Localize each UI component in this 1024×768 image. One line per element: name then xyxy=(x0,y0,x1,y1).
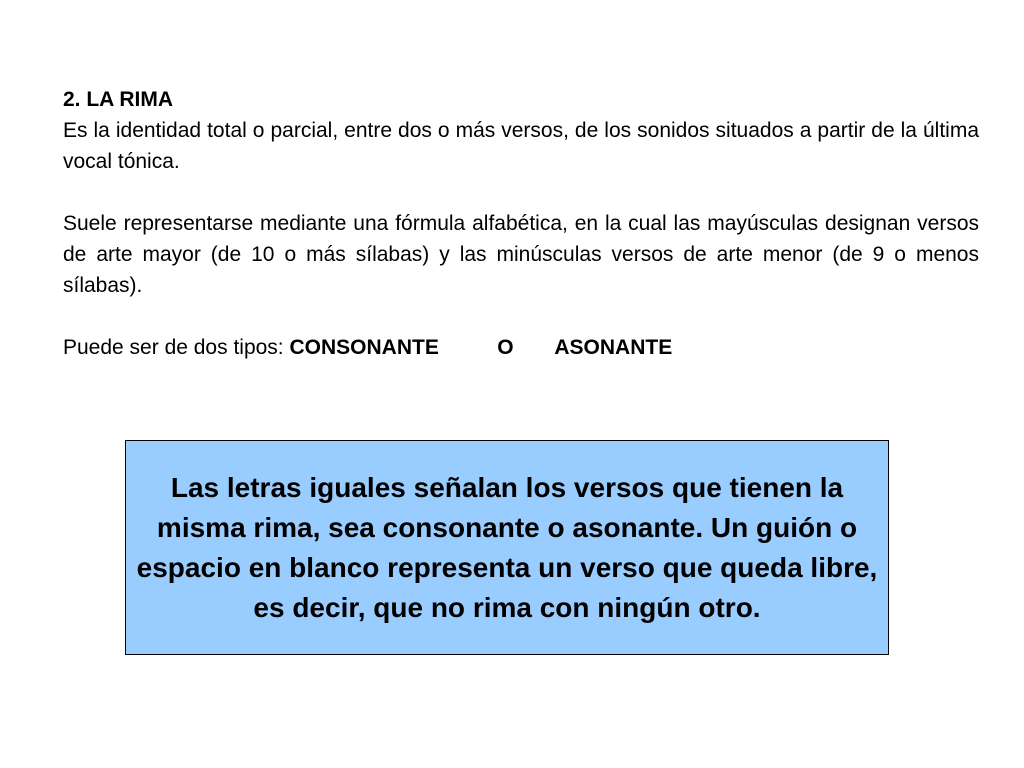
paragraph-spacer xyxy=(63,301,979,332)
section-heading: 2. LA RIMA xyxy=(63,88,174,111)
rhyme-types-prefix: Puede ser de dos tipos: xyxy=(63,336,290,359)
rhyme-type-asonante: ASONANTE xyxy=(554,336,673,359)
callout-text: Las letras iguales señalan los versos que tienen la misma rima, sea consonante o asonante. Un guión o espacio en blanco representa un verso que queda libre, es decir, que no rima con ningún otro. xyxy=(136,471,878,623)
formula-paragraph: Suele representarse mediante una fórmula alfabética, en la cual las mayúsculas designan versos de arte mayor (de 10 o más sílabas) y las minúsculas versos de arte menor (de 9 o menos sílabas). xyxy=(63,212,979,297)
paragraph-spacer xyxy=(63,177,979,208)
rhyme-type-consonante: CONSONANTE xyxy=(289,336,439,359)
rhyme-types-connector: O xyxy=(497,336,514,359)
definition-paragraph: Es la identidad total o parcial, entre dos o más versos, de los sonidos situados a partir de la última vocal tónica. xyxy=(63,119,979,173)
rhyme-note-callout xyxy=(125,440,889,655)
rima-definition-block xyxy=(63,84,979,363)
rhyme-types-line xyxy=(63,332,979,363)
